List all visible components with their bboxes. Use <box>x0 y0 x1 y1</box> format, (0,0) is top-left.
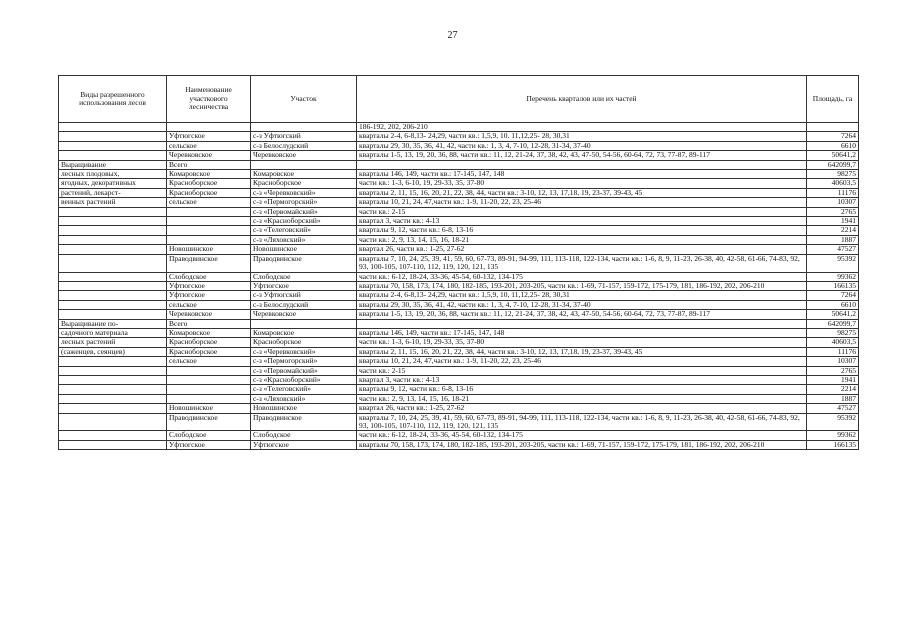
cell-area: 6610 <box>807 141 859 150</box>
cell-area: 1941 <box>807 375 859 384</box>
cell-quarters: квартал 26, части кв.: 1-25, 27-62 <box>357 245 807 254</box>
cell-section: с-з «Телеговский» <box>251 385 357 394</box>
cell-kind <box>59 207 167 216</box>
cell-forestry: Уфтюгское <box>167 132 251 141</box>
cell-quarters: кварталы 9, 12, части кв.: 6-8, 13-16 <box>357 226 807 235</box>
cell-quarters: кварталы 10, 21, 24, 47,части кв.: 1-9, 11-20, 22, 23, 25-46 <box>357 198 807 207</box>
header-kind: Виды разрешенного использования лесов <box>59 76 167 123</box>
cell-quarters: кварталы 29, 30, 35, 36, 41, 42, части кв.: 1, 3, 4, 7-10, 12-28, 31-34, 37-40 <box>357 141 807 150</box>
cell-forestry: Праводвинское <box>167 413 251 431</box>
cell-section: Комаровское <box>251 170 357 179</box>
cell-kind: (саженцев, сеянцев) <box>59 347 167 356</box>
cell-section: с-з Уфтюгский <box>251 132 357 141</box>
cell-area: 2214 <box>807 226 859 235</box>
cell-quarters: части кв.: 6-12, 18-24, 33-36, 45-54, 60-132, 134-175 <box>357 272 807 281</box>
table-row <box>59 300 859 309</box>
cell-section: с-з «Пермогорский» <box>251 357 357 366</box>
table-row <box>59 207 859 216</box>
table-row <box>59 291 859 300</box>
cell-kind <box>59 413 167 431</box>
table-row <box>59 160 859 169</box>
cell-quarters: части кв.: 2-15 <box>357 366 807 375</box>
cell-area: 1941 <box>807 217 859 226</box>
cell-quarters: кварталы 70, 158, 173, 174, 180, 182-185, 193-201, 203-205, части кв.: 1-69, 71-157, 159-172, 175-179, 181, 186-192, 202, 206-210 <box>357 440 807 449</box>
table-row <box>59 198 859 207</box>
cell-area: 98275 <box>807 328 859 337</box>
cell-area: 50641,2 <box>807 151 859 160</box>
table-row <box>59 366 859 375</box>
cell-kind <box>59 281 167 290</box>
cell-kind <box>59 123 167 132</box>
cell-section: Новошинское <box>251 404 357 413</box>
cell-forestry: Уфтюгское <box>167 291 251 300</box>
cell-kind <box>59 431 167 440</box>
cell-forestry <box>167 226 251 235</box>
cell-area: 50641,2 <box>807 310 859 319</box>
cell-forestry: Уфтюгское <box>167 440 251 449</box>
cell-kind <box>59 357 167 366</box>
table-row <box>59 188 859 197</box>
cell-quarters: кварталы 146, 149, части кв.: 17-145, 147, 148 <box>357 170 807 179</box>
cell-area: 642099,7 <box>807 319 859 328</box>
cell-area: 40603,5 <box>807 338 859 347</box>
table-row <box>59 338 859 347</box>
table-row <box>59 141 859 150</box>
cell-area: 2765 <box>807 207 859 216</box>
cell-kind <box>59 217 167 226</box>
table-row <box>59 217 859 226</box>
cell-quarters: кварталы 1-5, 13, 19, 20, 36, 88, части кв.: 11, 12, 21-24, 37, 38, 42, 43, 47-50, 54-56, 60-64, 72, 73, 77-87, 89-117 <box>357 151 807 160</box>
cell-quarters: кварталы 2, 11, 15, 16, 20, 21, 22, 38, 44, части кв.: 3-10, 12, 13, 17,18, 19, 23-37, 39-43, 45 <box>357 347 807 356</box>
cell-area: 11176 <box>807 188 859 197</box>
cell-forestry: сельское <box>167 198 251 207</box>
cell-section: Праводвинское <box>251 413 357 431</box>
cell-kind <box>59 385 167 394</box>
cell-kind: Выращивание по- <box>59 319 167 328</box>
cell-forestry: Праводвинское <box>167 254 251 272</box>
table-row <box>59 123 859 132</box>
cell-section: Черевковское <box>251 151 357 160</box>
cell-kind <box>59 226 167 235</box>
cell-quarters: квартал 3, части кв.: 4-13 <box>357 217 807 226</box>
cell-kind <box>59 375 167 384</box>
cell-section: с-з «Красноборский» <box>251 375 357 384</box>
table-header-row <box>59 76 859 123</box>
cell-kind <box>59 272 167 281</box>
cell-section: Праводвинское <box>251 254 357 272</box>
cell-forestry <box>167 375 251 384</box>
cell-quarters: квартал 3, части кв.: 4-13 <box>357 375 807 384</box>
cell-area: 7264 <box>807 132 859 141</box>
cell-quarters: кварталы 2, 11, 15, 16, 20, 21, 22, 38, 44, части кв.: 3-10, 12, 13, 17,18, 19, 23-37, 39-43, 45 <box>357 188 807 197</box>
cell-area: 2214 <box>807 385 859 394</box>
cell-kind <box>59 300 167 309</box>
cell-kind <box>59 310 167 319</box>
cell-section: Слободское <box>251 272 357 281</box>
forest-use-table <box>58 75 859 450</box>
cell-area: 95392 <box>807 413 859 431</box>
cell-kind <box>59 151 167 160</box>
cell-kind: ягодных, декоративных <box>59 179 167 188</box>
table-body <box>59 123 859 450</box>
table-row <box>59 272 859 281</box>
header-area: Площадь, га <box>807 76 859 123</box>
cell-forestry <box>167 235 251 244</box>
cell-section <box>251 319 357 328</box>
table-row <box>59 179 859 188</box>
cell-forestry <box>167 207 251 216</box>
cell-quarters: кварталы 7, 10, 24, 25, 39, 41, 59, 60, 67-73, 89-91, 94-99, 111, 113-118, 122-134, части кв.: 1-6, 8, 9, 11-23, 26-38, 40, 42-58, 61-66, 74-83, 92, 93, 100-105, 107-110, 112, 119, 120, 121, 135 <box>357 254 807 272</box>
cell-area: 166135 <box>807 281 859 290</box>
table-row <box>59 235 859 244</box>
cell-section: Уфтюгское <box>251 281 357 290</box>
cell-forestry: Красноборское <box>167 179 251 188</box>
cell-kind <box>59 366 167 375</box>
table-row <box>59 375 859 384</box>
cell-quarters: кварталы 146, 149, части кв.: 17-145, 147, 148 <box>357 328 807 337</box>
table-row <box>59 404 859 413</box>
cell-quarters: части кв.: 1-3, 6-10, 19, 29-33, 35, 37-80 <box>357 179 807 188</box>
cell-forestry <box>167 217 251 226</box>
cell-section: с-з «Первомайский» <box>251 366 357 375</box>
cell-quarters: части кв.: 2, 9, 13, 14, 15, 16, 18-21 <box>357 394 807 403</box>
cell-forestry: Черевковское <box>167 151 251 160</box>
table-row <box>59 440 859 449</box>
table-row <box>59 151 859 160</box>
cell-section: с-з «Первомайский» <box>251 207 357 216</box>
cell-forestry: Комаровское <box>167 328 251 337</box>
cell-section: Комаровское <box>251 328 357 337</box>
cell-quarters: кварталы 1-5, 13, 19, 20, 36, 88, части кв.: 11, 12, 21-24, 37, 38, 42, 43, 47-50, 54-56, 60-64, 72, 73, 77-87, 89-117 <box>357 310 807 319</box>
cell-area: 7264 <box>807 291 859 300</box>
cell-kind <box>59 245 167 254</box>
cell-kind <box>59 440 167 449</box>
cell-forestry <box>167 123 251 132</box>
cell-kind: растений, лекарст- <box>59 188 167 197</box>
cell-section: с-з «Телеговский» <box>251 226 357 235</box>
cell-quarters: квартал 26, части кв.: 1-25, 27-62 <box>357 404 807 413</box>
cell-area: 2765 <box>807 366 859 375</box>
cell-quarters: кварталы 9, 12, части кв.: 6-8, 13-16 <box>357 385 807 394</box>
cell-kind <box>59 394 167 403</box>
cell-kind: лесных плодовых, <box>59 170 167 179</box>
cell-forestry: сельское <box>167 141 251 150</box>
table-row <box>59 170 859 179</box>
header-forestry: Наименование участкового лесничества <box>167 76 251 123</box>
table-row <box>59 347 859 356</box>
cell-section: с-з «Пермогорский» <box>251 198 357 207</box>
cell-section <box>251 123 357 132</box>
cell-area: 11176 <box>807 347 859 356</box>
cell-section: Слободское <box>251 431 357 440</box>
cell-forestry: Слободское <box>167 431 251 440</box>
cell-quarters: части кв.: 1-3, 6-10, 19, 29-33, 35, 37-80 <box>357 338 807 347</box>
table-row <box>59 281 859 290</box>
cell-kind: садочного материала <box>59 328 167 337</box>
cell-area: 1887 <box>807 235 859 244</box>
table-row <box>59 328 859 337</box>
cell-quarters: кварталы 10, 21, 24, 47,части кв.: 1-9, 11-20, 22, 23, 25-46 <box>357 357 807 366</box>
cell-forestry: Красноборское <box>167 347 251 356</box>
cell-kind <box>59 404 167 413</box>
cell-area: 1887 <box>807 394 859 403</box>
cell-area: 98275 <box>807 170 859 179</box>
cell-forestry: Новошинское <box>167 245 251 254</box>
cell-area: 99362 <box>807 431 859 440</box>
cell-forestry: Слободское <box>167 272 251 281</box>
cell-area: 642099,7 <box>807 160 859 169</box>
cell-area: 166135 <box>807 440 859 449</box>
cell-area: 10307 <box>807 357 859 366</box>
cell-area: 40603,5 <box>807 179 859 188</box>
cell-kind: лесных растений <box>59 338 167 347</box>
cell-quarters <box>357 319 807 328</box>
table-row <box>59 431 859 440</box>
header-section: Участок <box>251 76 357 123</box>
cell-area: 6610 <box>807 300 859 309</box>
cell-area: 99362 <box>807 272 859 281</box>
cell-forestry: Красноборское <box>167 338 251 347</box>
cell-forestry: сельское <box>167 300 251 309</box>
cell-forestry: Новошинское <box>167 404 251 413</box>
cell-quarters: части кв.: 6-12, 18-24, 33-36, 45-54, 60-132, 134-175 <box>357 431 807 440</box>
table-row <box>59 357 859 366</box>
cell-section: Красноборское <box>251 338 357 347</box>
cell-section: с-з «Ляховский» <box>251 235 357 244</box>
cell-forestry: сельское <box>167 357 251 366</box>
cell-quarters: кварталы 2-4, 6-8,13- 24,29, части кв.: 1,5,9, 10. 11,12,25- 28, 30,31 <box>357 132 807 141</box>
table-row <box>59 226 859 235</box>
cell-section: с-з Белослудский <box>251 300 357 309</box>
cell-area: 47527 <box>807 404 859 413</box>
table-row <box>59 310 859 319</box>
cell-section: с-з Уфтюгский <box>251 291 357 300</box>
cell-section: Уфтюгское <box>251 440 357 449</box>
cell-section: Красноборское <box>251 179 357 188</box>
cell-quarters <box>357 160 807 169</box>
cell-section: Новошинское <box>251 245 357 254</box>
cell-area: 10307 <box>807 198 859 207</box>
cell-forestry: Черевковское <box>167 310 251 319</box>
cell-section: с-з «Черевковский» <box>251 188 357 197</box>
cell-forestry: Красноборское <box>167 188 251 197</box>
cell-quarters: кварталы 2-4, 6-8,13- 24,29, части кв.: 1,5,9, 10, 11,12,25- 28, 30,31 <box>357 291 807 300</box>
cell-forestry <box>167 385 251 394</box>
cell-forestry: Всего <box>167 160 251 169</box>
cell-area <box>807 123 859 132</box>
table-row <box>59 254 859 272</box>
table-row <box>59 413 859 431</box>
table-row <box>59 132 859 141</box>
table-row <box>59 319 859 328</box>
cell-forestry <box>167 394 251 403</box>
cell-kind <box>59 141 167 150</box>
cell-section: с-з «Красноборский» <box>251 217 357 226</box>
cell-kind <box>59 291 167 300</box>
cell-forestry: Уфтюгское <box>167 281 251 290</box>
table-row <box>59 245 859 254</box>
cell-quarters: части кв.: 2, 9, 13, 14, 15, 16, 18-21 <box>357 235 807 244</box>
table-row <box>59 385 859 394</box>
cell-area: 47527 <box>807 245 859 254</box>
cell-kind <box>59 132 167 141</box>
cell-area: 95392 <box>807 254 859 272</box>
cell-section: с-з «Черевковский» <box>251 347 357 356</box>
cell-kind <box>59 235 167 244</box>
cell-quarters: кварталы 70, 158, 173, 174, 180, 182-185, 193-201, 203-205, части кв.: 1-69, 71-157, 159-172, 175-179, 181, 186-192, 202, 206-210 <box>357 281 807 290</box>
cell-forestry <box>167 366 251 375</box>
cell-kind: венных растений <box>59 198 167 207</box>
cell-section <box>251 160 357 169</box>
cell-kind: Выращивание <box>59 160 167 169</box>
cell-quarters: кварталы 29, 30, 35, 36, 41, 42, части кв.: 1, 3, 4, 7-10, 12-28, 31-34, 37-40 <box>357 300 807 309</box>
cell-section: с-з «Ляховский» <box>251 394 357 403</box>
cell-quarters: кварталы 7, 10, 24, 25, 39, 41, 59, 60, 67-73, 89-91, 94-99, 111, 113-118, 122-134, части кв.: 1-6, 8, 9, 11-23, 26-38, 40, 42-58, 61-66, 74-83, 92, 93, 100-105, 107-110, 112, 119, 120, 121, 135 <box>357 413 807 431</box>
cell-section: Черевковское <box>251 310 357 319</box>
table-row <box>59 394 859 403</box>
cell-quarters: 186-192, 202, 206-210 <box>357 123 807 132</box>
cell-forestry: Всего <box>167 319 251 328</box>
cell-forestry: Комаровское <box>167 170 251 179</box>
cell-section: с-з Белослудский <box>251 141 357 150</box>
cell-kind <box>59 254 167 272</box>
page-number: 27 <box>447 30 458 41</box>
header-quarters: Перечень кварталов или их частей <box>357 76 807 123</box>
cell-quarters: части кв.: 2-15 <box>357 207 807 216</box>
